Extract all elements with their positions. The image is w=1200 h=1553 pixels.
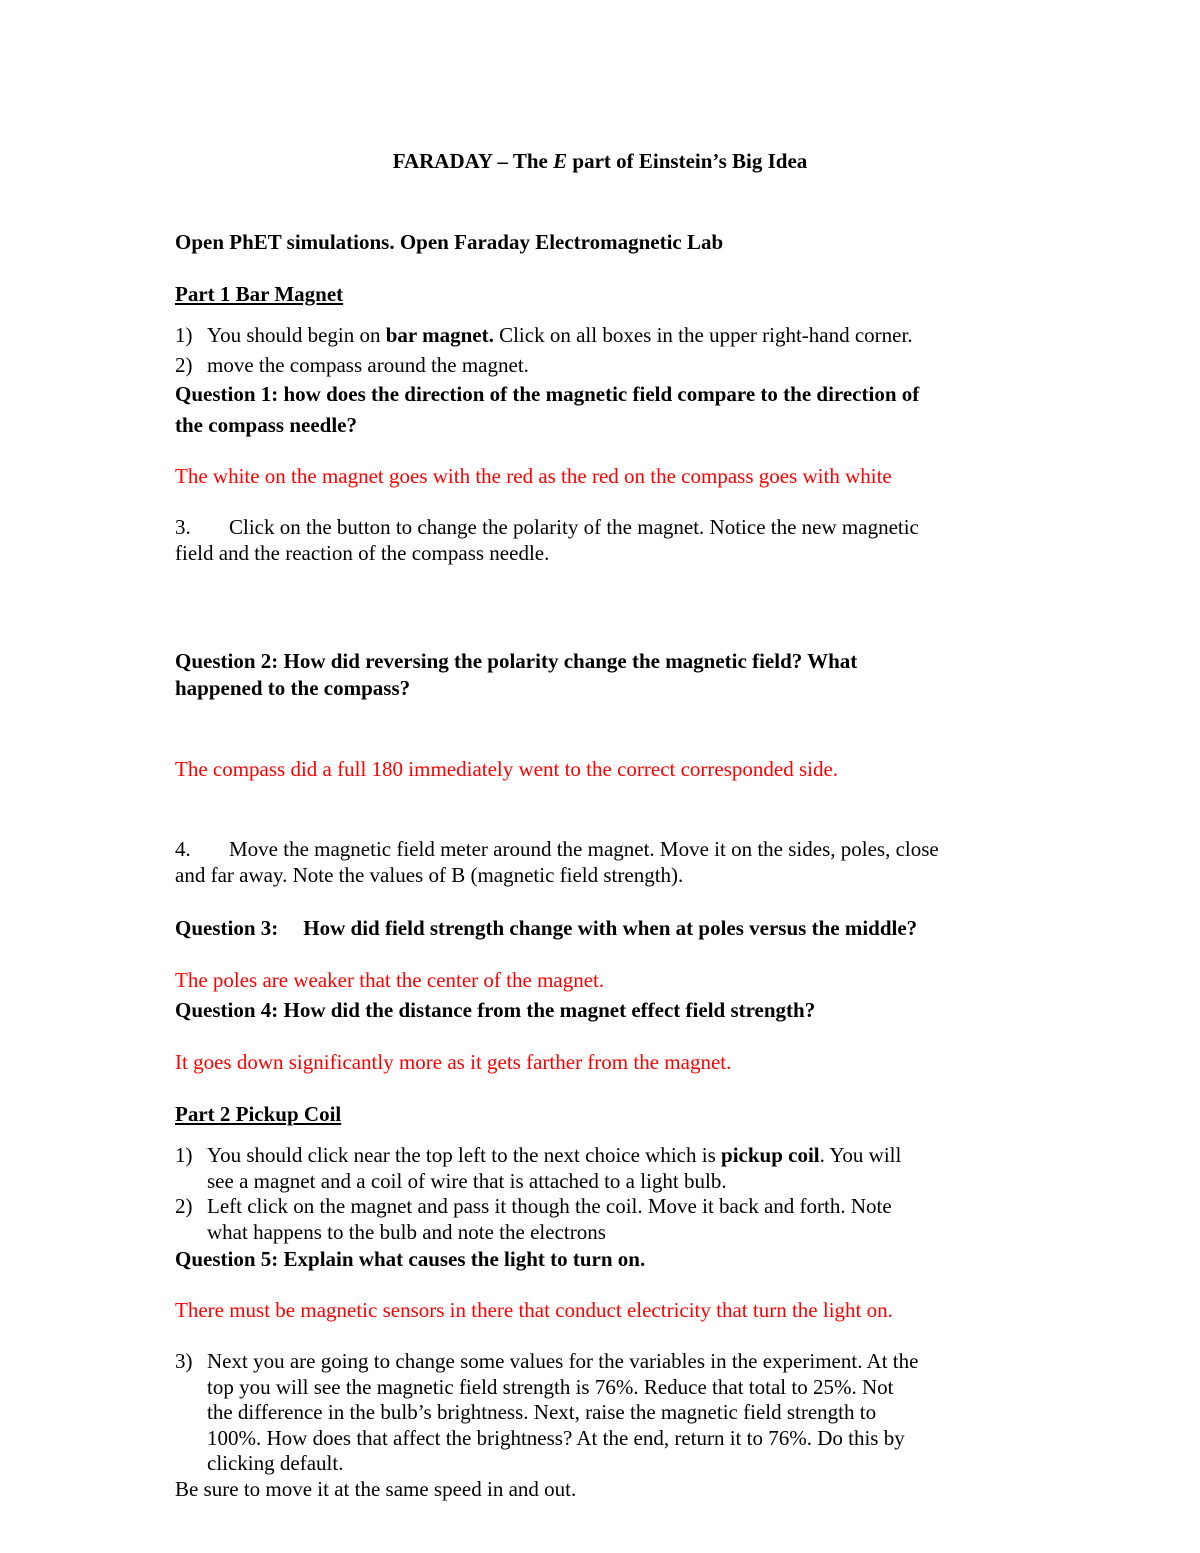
part1-step4-line1: 4. Move the magnetic field meter around the magnet. Move it on the sides, poles, close <box>175 837 939 861</box>
part2-heading: Part 2 Pickup Coil <box>175 1102 342 1126</box>
part2-step3-line2: top you will see the magnetic field strength is 76%. Reduce that total to 25%. Not <box>207 1375 894 1399</box>
question2-line1: Question 2: How did reversing the polarity change the magnetic field? What <box>175 649 858 673</box>
question1-line2: the compass needle? <box>175 413 357 437</box>
answer4: It goes down significantly more as it gets farther from the magnet. <box>175 1050 732 1074</box>
part2-step1-line2: see a magnet and a coil of wire that is attached to a light bulb. <box>207 1169 727 1193</box>
part1-heading: Part 1 Bar Magnet <box>175 282 344 306</box>
part1-step3-line1: 3. Click on the button to change the polarity of the magnet. Notice the new magnetic <box>175 515 919 539</box>
question4: Question 4: How did the distance from the magnet effect field strength? <box>175 998 816 1022</box>
part1-step3-line2: field and the reaction of the compass needle. <box>175 541 550 565</box>
intro-line: Open PhET simulations. Open Faraday Electromagnetic Lab <box>175 230 724 254</box>
part2-step2-line1: 2) Left click on the magnet and pass it though the coil. Move it back and forth. Note <box>175 1194 892 1218</box>
part2-step3-line4: 100%. How does that affect the brightness? At the end, return it to 76%. Do this by <box>207 1426 905 1450</box>
title-italic-e: E <box>553 149 568 173</box>
closing-line: Be sure to move it at the same speed in and out. <box>175 1477 577 1501</box>
document-title: FARADAY – The E part of Einstein’s Big Idea <box>392 149 808 173</box>
answer5: There must be magnetic sensors in there that conduct electricity that turn the light on. <box>175 1298 893 1322</box>
part1-step1: 1) You should begin on bar magnet. Click on all boxes in the upper right-hand corner. <box>175 323 913 347</box>
part2-step1-line1: 1) You should click near the top left to the next choice which is pickup coil. You will <box>175 1143 902 1167</box>
question1-line1: Question 1: how does the direction of the magnetic field compare to the direction of <box>175 382 920 406</box>
part2-step3-line1: 3) Next you are going to change some values for the variables in the experiment. At the <box>175 1349 919 1373</box>
part1-step2: 2) move the compass around the magnet. <box>175 353 529 377</box>
answer3: The poles are weaker that the center of the magnet. <box>175 968 605 992</box>
part2-step3-line3: the difference in the bulb’s brightness. Next, raise the magnetic field strength to <box>207 1400 877 1424</box>
part1-step4-line2: and far away. Note the values of B (magnetic field strength). <box>175 863 684 887</box>
answer2: The compass did a full 180 immediately went to the correct corresponded side. <box>175 757 839 781</box>
part2-step2-line2: what happens to the bulb and note the electrons <box>207 1220 606 1244</box>
question2-line2: happened to the compass? <box>175 676 411 700</box>
question5: Question 5: Explain what causes the light to turn on. <box>175 1247 646 1271</box>
question3: Question 3: How did field strength change with when at poles versus the middle? <box>175 916 918 940</box>
answer1: The white on the magnet goes with the red as the red on the compass goes with white <box>175 464 892 488</box>
part2-step3-line5: clicking default. <box>207 1451 344 1475</box>
